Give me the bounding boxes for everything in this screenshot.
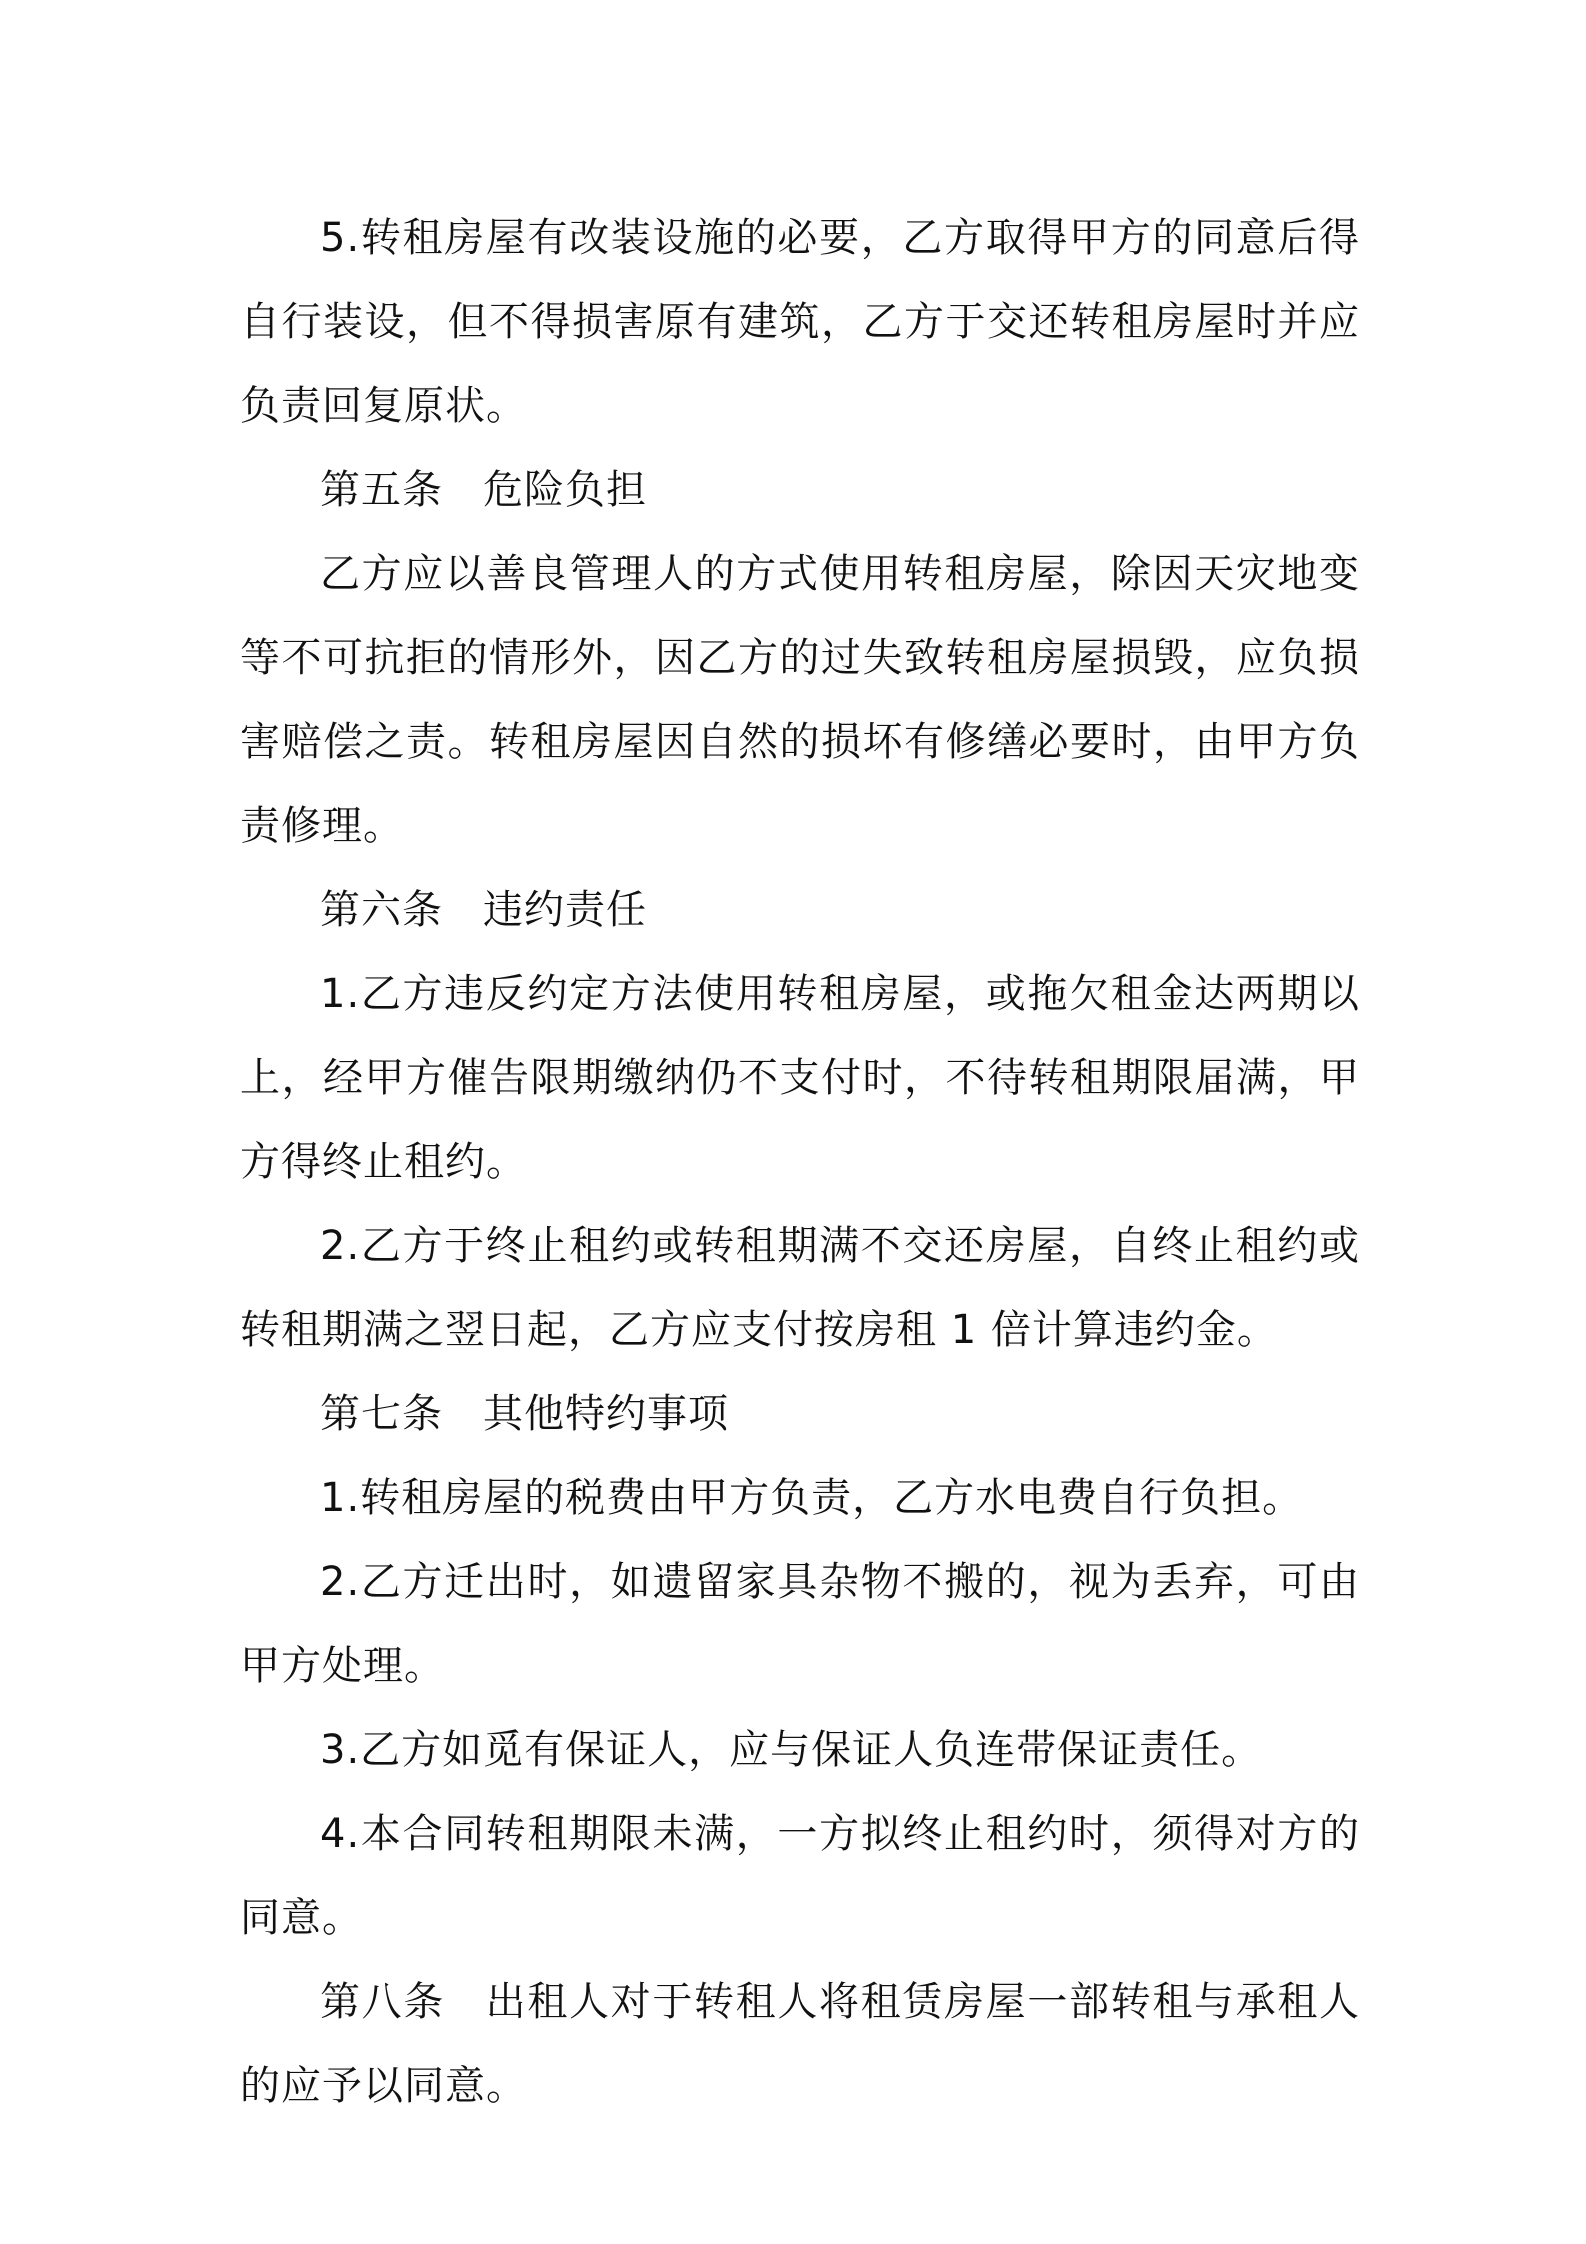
clause-paragraph: 1.转租房屋的税费由甲方负责，乙方水电费自行负担。 (320, 1475, 1304, 1521)
clause-paragraph: 乙方应以善良管理人的方式使用转租房屋，除因天灾地变等不可抗拒的情形外，因乙方的过失致转租房屋损毁，应负损害赔偿之责。转租房屋因自然的损坏有修缮必要时，由甲方负责修理。 (240, 551, 1360, 849)
article-number: 第八条 (320, 1979, 445, 2025)
article-title: 其他特约事项 (483, 1391, 729, 1437)
clause-paragraph: 3.乙方如觅有保证人，应与保证人负连带保证责任。 (320, 1727, 1263, 1773)
article-text: 出租人对于转租人将租赁房屋一部转租与承租人的应予以同意。 (240, 1979, 1360, 2109)
document-body (240, 196, 1360, 2128)
clause-paragraph: 5.转租房屋有改装设施的必要，乙方取得甲方的同意后得自行装设，但不得损害原有建筑，乙方于交还转租房屋时并应负责回复原状。 (240, 215, 1360, 429)
clause-paragraph: 2.乙方于终止租约或转租期满不交还房屋，自终止租约或转租期满之翌日起，乙方应支付按房租 1 倍计算违约金。 (240, 1223, 1360, 1353)
article-heading-5 (240, 448, 1360, 532)
article-number: 第七条 (320, 1391, 443, 1437)
article-number: 第六条 (320, 887, 443, 933)
article-heading-7 (240, 1372, 1360, 1456)
article-8-paragraph (240, 1960, 1360, 2128)
article-number: 第五条 (320, 467, 443, 513)
clause-paragraph: 1.乙方违反约定方法使用转租房屋，或拖欠租金达两期以上，经甲方催告限期缴纳仍不支付时，不待转租期限届满，甲方得终止租约。 (240, 971, 1360, 1185)
clause-paragraph: 4.本合同转租期限未满，一方拟终止租约时，须得对方的同意。 (240, 1811, 1360, 1941)
article-title: 违约责任 (483, 887, 647, 933)
clause-paragraph: 2.乙方迁出时，如遗留家具杂物不搬的，视为丢弃，可由甲方处理。 (240, 1559, 1360, 1689)
article-heading-6 (240, 868, 1360, 952)
article-title: 危险负担 (483, 467, 647, 513)
